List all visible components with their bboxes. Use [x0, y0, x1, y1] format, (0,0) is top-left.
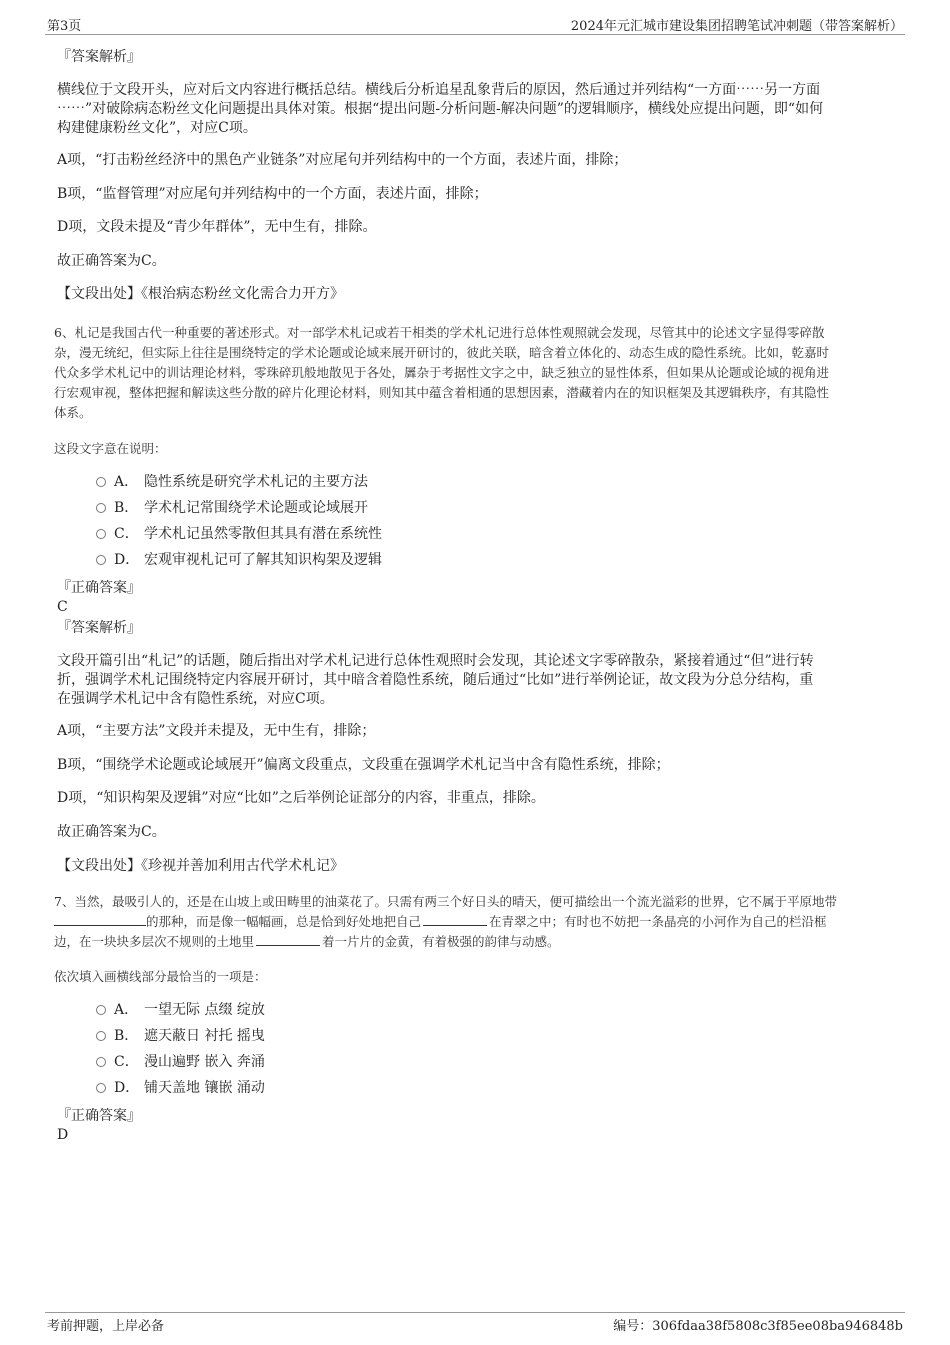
radio-icon[interactable] [96, 1083, 106, 1093]
radio-icon[interactable] [96, 555, 106, 565]
page-number: 第3页 [47, 19, 82, 34]
q7-stem-line1: 7、当然，最吸引人的，还是在山坡上或田畴里的油菜花了。只需有两三个好日头的晴天，便可描绘出一个流光溢彩的世界，它不属于平原地带 [54, 894, 837, 909]
q5-analysis-a: A项，“打击粉丝经济中的黑色产业链条”对应尾句并列结构中的一个方面，表述片面，排除； [57, 152, 628, 168]
q6-option-d[interactable]: D． 宏观审视札记可了解其知识构架及逻辑 [96, 551, 382, 570]
q5-analysis-line3: 构建健康粉丝文化”，对应C项。 [57, 120, 257, 136]
q6-option-c[interactable]: C． 学术札记虽然零散但其具有潜在系统性 [96, 525, 382, 544]
q6-stem-line4: 行宏观审视，整体把握和解读这些分散的碎片化理论材料，则知其中蕴含着相通的思想因素，潜藏着内在的知识框架及其逻辑秩序，有其隐性 [54, 385, 830, 400]
q5-analysis-title: 『答案解析』 [57, 49, 141, 65]
radio-icon[interactable] [96, 529, 106, 539]
q6-prompt: 这段文字意在说明： [54, 441, 167, 456]
radio-icon[interactable] [96, 477, 106, 487]
q6-conclusion: 故正确答案为C。 [57, 824, 166, 840]
q7-stem-line3: 边，在一块块多层次不规则的土地里 着一片片的金黄，有着极强的韵律与动感。 [54, 934, 560, 949]
radio-icon[interactable] [96, 1057, 106, 1067]
q6-analysis-a: A项，“主要方法”文段并未提及，无中生有，排除； [57, 723, 376, 739]
q6-stem-line5: 体系。 [54, 405, 92, 420]
q7-answer-title: 『正确答案』 [57, 1108, 141, 1124]
q6-answer: C [57, 599, 68, 615]
q6-stem-line1: 6、札记是我国古代一种重要的著述形式。对一部学术札记或若干相类的学术札记进行总体性观照就会发现，尽管其中的论述文字显得零碎散 [54, 325, 825, 340]
q7-option-a[interactable]: A． 一望无际 点缀 绽放 [96, 1001, 265, 1020]
q5-conclusion: 故正确答案为C。 [57, 253, 166, 269]
radio-icon[interactable] [96, 503, 106, 513]
q7-option-c[interactable]: C． 漫山遍野 嵌入 奔涌 [96, 1053, 265, 1072]
q5-analysis-line2: ⋯⋯”对破除病态粉丝文化问题提出具体对策。根据“提出问题-分析问题-解决问题”的逻辑顺序，横线处应提出问题，即“如何 [57, 101, 824, 117]
footer-slogan: 考前押题，上岸必备 [47, 1319, 165, 1334]
q6-analysis-b: B项，“围绕学术论题或论域展开”偏离文段重点，文段重在强调学术札记当中含有隐性系统，排除； [57, 757, 670, 773]
q5-analysis-b: B项，“监督管理”对应尾句并列结构中的一个方面，表述片面，排除； [57, 186, 488, 202]
blank-2 [423, 913, 487, 926]
blank-1 [54, 913, 146, 926]
q5-source: 【文段出处】《根治病态粉丝文化需合力开方》 [57, 286, 344, 302]
q7-stem-line2: 的那种，而是像一幅幅画，总是恰到好处地把自己 在青翠之中；有时也不妨把一条晶亮的小河作为自己的栏沿框 [54, 912, 894, 931]
q6-option-b[interactable]: B． 学术札记常围绕学术论题或论域展开 [96, 499, 368, 518]
q6-analysis-line2: 折，强调学术札记围绕特定内容展开研讨，其中暗含着隐性系统，随后通过“比如”进行举例论证，故文段为分总分结构，重 [57, 672, 814, 688]
q5-analysis-d: D项，文段未提及“青少年群体”，无中生有，排除。 [57, 219, 377, 235]
radio-icon[interactable] [96, 1031, 106, 1041]
page-footer [45, 1312, 905, 1334]
q6-analysis-line3: 在强调学术札记中含有隐性系统，对应C项。 [57, 691, 334, 707]
q6-analysis-title: 『答案解析』 [57, 620, 141, 636]
q6-source: 【文段出处】《珍视并善加利用古代学术札记》 [57, 858, 344, 874]
footer-serial: 编号：306fdaa38f5808c3f85ee08ba946848b [613, 1319, 903, 1334]
q5-analysis-line1: 横线位于文段开头，应对后文内容进行概括总结。横线后分析追星乱象背后的原因，然后通过并列结构“一方面⋯⋯另一方面 [57, 82, 821, 98]
q6-analysis-d: D项，“知识构架及逻辑”对应“比如”之后举例论证部分的内容，非重点，排除。 [57, 790, 545, 806]
document-title: 2024年元汇城市建设集团招聘笔试冲刺题（带答案解析） [570, 19, 903, 34]
q6-analysis-line1: 文段开篇引出“札记”的话题，随后指出对学术札记进行总体性观照时会发现，其论述文字零碎散杂，紧接着通过“但”进行转 [57, 653, 814, 669]
q7-answer: D [57, 1127, 69, 1143]
q6-answer-title: 『正确答案』 [57, 580, 141, 596]
q7-option-b[interactable]: B． 遮天蔽日 衬托 摇曳 [96, 1027, 265, 1046]
q7-prompt: 依次填入画横线部分最恰当的一项是： [54, 969, 267, 984]
q6-option-a[interactable]: A． 隐性系统是研究学术札记的主要方法 [96, 473, 368, 492]
page-header [45, 12, 905, 35]
q6-stem-line3: 代众多学术札记中的训诂理论材料，零珠碎玑般地散见于各处，羼杂于考据性文字之中，缺乏独立的显性体系，但如果从论题或论域的视角进 [54, 365, 830, 380]
q7-option-d[interactable]: D． 铺天盖地 镶嵌 涌动 [96, 1079, 265, 1098]
blank-3 [256, 933, 320, 946]
q6-stem-line2: 杂，漫无统纪，但实际上往往是围绕特定的学术论题或论域来展开研讨的，彼此关联，暗含着立体化的、动态生成的隐性系统。比如，乾嘉时 [54, 345, 830, 360]
radio-icon[interactable] [96, 1005, 106, 1015]
